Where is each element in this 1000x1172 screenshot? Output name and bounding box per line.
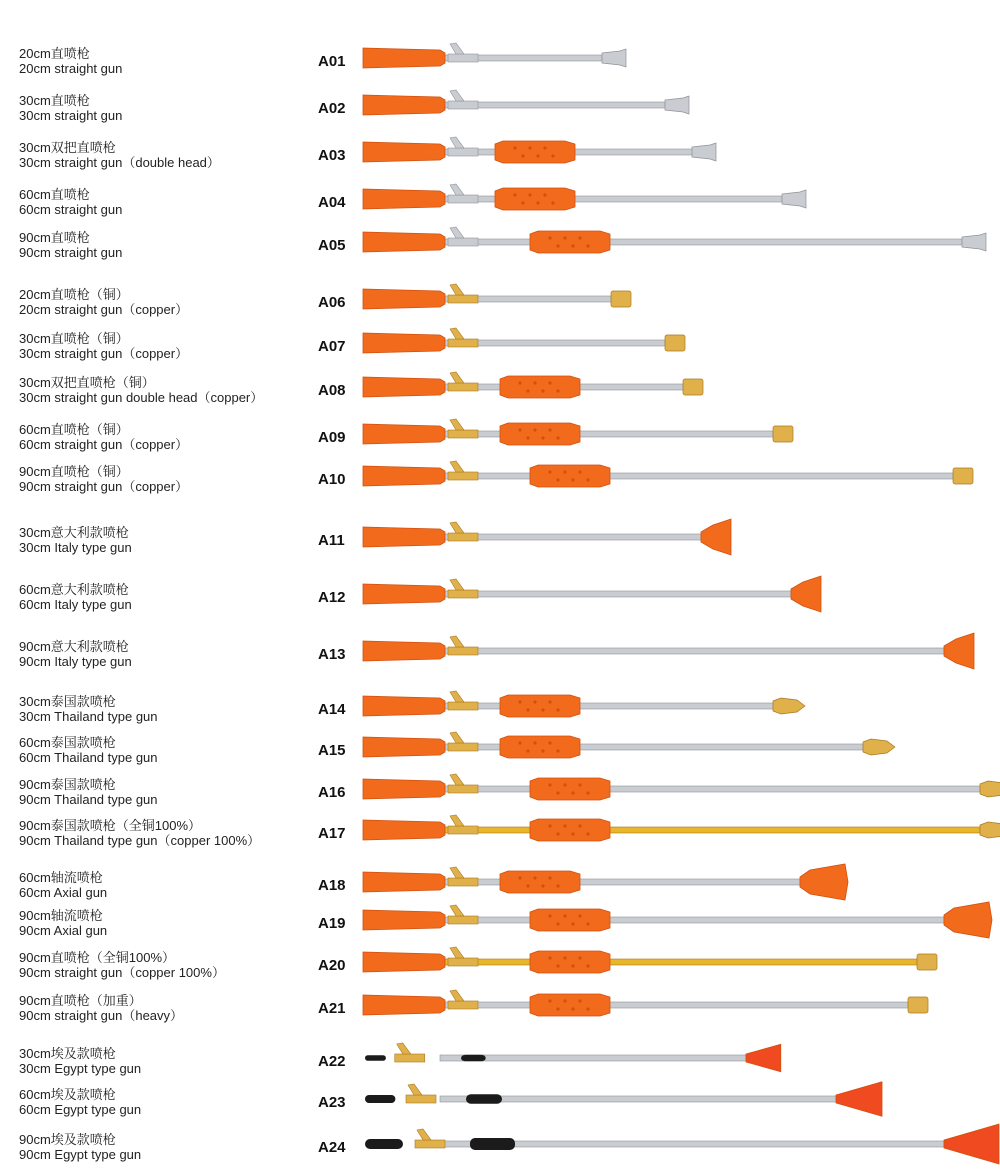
gun-handle xyxy=(495,141,575,163)
product-label xyxy=(19,1087,141,1117)
product-label xyxy=(19,1132,141,1162)
gun-valve xyxy=(448,590,478,598)
product-name-en: 30cm Italy type gun xyxy=(19,540,132,555)
product-row xyxy=(0,1087,1000,1127)
gun-nozzle xyxy=(773,426,793,442)
product-name-cn: 30cm意大利款喷枪 xyxy=(19,525,129,540)
gun-trigger xyxy=(450,947,464,958)
gun-rod xyxy=(440,431,773,437)
gun-rod xyxy=(440,196,782,202)
gun-nozzle xyxy=(782,190,806,208)
product-name-cn: 30cm泰国款喷枪 xyxy=(19,694,116,709)
product-name-en: 90cm Thailand type gun xyxy=(19,792,158,807)
gun-trigger xyxy=(450,867,464,878)
gun-rod xyxy=(440,1141,944,1147)
gun-handle xyxy=(466,1094,502,1104)
gun-handle xyxy=(530,994,610,1016)
gun-handle xyxy=(530,778,610,800)
product-name-en: 90cm Egypt type gun xyxy=(19,1147,142,1162)
gun-handle xyxy=(500,695,580,717)
gun-rod xyxy=(440,786,980,792)
spray-gun-image xyxy=(360,983,980,1027)
product-name-cn: 30cm埃及款喷枪 xyxy=(19,1046,116,1061)
product-name-cn: 60cm直喷枪（铜） xyxy=(19,422,129,437)
product-name-en: 30cm Thailand type gun xyxy=(19,709,158,724)
gun-grip xyxy=(363,584,445,604)
product-name-cn: 60cm埃及款喷枪 xyxy=(19,1087,116,1102)
product-label xyxy=(19,908,107,938)
product-label xyxy=(19,639,132,669)
product-code: A03 xyxy=(318,147,346,164)
gun-nozzle xyxy=(944,902,992,938)
gun-handle xyxy=(470,1138,515,1150)
gun-nozzle xyxy=(917,954,937,970)
gun-trigger xyxy=(450,691,464,702)
product-code: A15 xyxy=(318,742,346,759)
spray-gun-image xyxy=(360,725,980,769)
product-name-cn: 90cm轴流喷枪 xyxy=(19,908,103,923)
product-code: A21 xyxy=(318,1000,346,1017)
gun-nozzle xyxy=(944,633,974,669)
product-name-en: 90cm Italy type gun xyxy=(19,654,132,669)
product-name-cn: 90cm直喷枪（铜） xyxy=(19,464,129,479)
product-code: A09 xyxy=(318,429,346,446)
gun-rod xyxy=(440,1002,908,1008)
gun-rod xyxy=(440,959,917,965)
gun-grip xyxy=(363,289,445,309)
gun-grip xyxy=(363,641,445,661)
gun-trigger xyxy=(450,990,464,1001)
product-code: A24 xyxy=(318,1139,346,1156)
gun-grip xyxy=(363,333,445,353)
gun-valve xyxy=(448,743,478,751)
gun-valve xyxy=(448,958,478,966)
gun-trigger xyxy=(450,328,464,339)
product-code: A19 xyxy=(318,915,346,932)
product-name-cn: 60cm泰国款喷枪 xyxy=(19,735,116,750)
product-name-cn: 20cm直喷枪 xyxy=(19,46,90,61)
product-label xyxy=(19,735,158,765)
product-code: A06 xyxy=(318,294,346,311)
product-label xyxy=(19,331,188,361)
gun-valve xyxy=(448,472,478,480)
product-label xyxy=(19,525,132,555)
gun-valve xyxy=(448,533,478,541)
gun-valve xyxy=(448,383,478,391)
product-name-en: 90cm straight gun xyxy=(19,245,123,260)
product-code: A13 xyxy=(318,646,346,663)
product-label xyxy=(19,818,260,848)
gun-nozzle xyxy=(665,96,689,114)
gun-grip xyxy=(363,95,445,115)
gun-handle xyxy=(500,423,580,445)
product-label xyxy=(19,375,263,405)
product-code: A04 xyxy=(318,194,346,211)
gun-nozzle xyxy=(980,781,1000,797)
gun-trigger xyxy=(450,522,464,533)
spray-gun-image xyxy=(360,940,980,984)
gun-nozzle xyxy=(791,576,821,612)
gun-valve xyxy=(448,785,478,793)
gun-grip xyxy=(363,527,445,547)
gun-valve xyxy=(448,295,478,303)
product-name-cn: 90cm泰国款喷枪（全铜100%） xyxy=(19,818,202,833)
product-code: A20 xyxy=(318,957,346,974)
product-name-en: 60cm Axial gun xyxy=(19,885,108,900)
product-name-cn: 30cm直喷枪（铜） xyxy=(19,331,129,346)
gun-trigger xyxy=(450,90,464,101)
gun-rod xyxy=(440,917,944,923)
product-row xyxy=(0,464,1000,504)
gun-rod xyxy=(440,534,701,540)
gun-trigger xyxy=(450,184,464,195)
spray-gun-image xyxy=(360,412,980,456)
gun-trigger xyxy=(450,732,464,743)
product-name-cn: 90cm直喷枪（加重） xyxy=(19,993,142,1008)
product-row xyxy=(0,93,1000,133)
spray-gun-image xyxy=(360,515,980,559)
product-code: A16 xyxy=(318,784,346,801)
spray-gun-image xyxy=(360,572,980,616)
product-code: A05 xyxy=(318,237,346,254)
gun-handle xyxy=(495,188,575,210)
gun-trigger xyxy=(417,1129,431,1140)
product-name-en: 30cm straight gun（copper） xyxy=(19,346,189,361)
gun-valve xyxy=(406,1095,436,1103)
spray-gun-image xyxy=(360,321,980,365)
gun-handle xyxy=(530,819,610,841)
product-name-cn: 90cm直喷枪（全铜100%） xyxy=(19,950,176,965)
gun-valve xyxy=(448,54,478,62)
product-label xyxy=(19,1046,141,1076)
product-label xyxy=(19,993,183,1023)
gun-valve xyxy=(448,916,478,924)
gun-nozzle xyxy=(944,1124,999,1164)
gun-nozzle xyxy=(953,468,973,484)
product-code: A18 xyxy=(318,877,346,894)
gun-grip xyxy=(363,189,445,209)
product-name-en: 90cm straight gun（copper） xyxy=(19,479,189,494)
product-name-en: 60cm straight gun（copper） xyxy=(19,437,189,452)
product-code: A14 xyxy=(318,701,346,718)
product-row xyxy=(0,140,1000,180)
gun-nozzle xyxy=(692,143,716,161)
product-name-cn: 60cm轴流喷枪 xyxy=(19,870,103,885)
spray-gun-image xyxy=(360,277,980,321)
gun-trigger xyxy=(450,419,464,430)
product-name-en: 20cm straight gun（copper） xyxy=(19,302,189,317)
gun-rod xyxy=(440,703,773,709)
product-name-en: 90cm straight gun（copper 100%） xyxy=(19,965,225,980)
gun-handle xyxy=(500,871,580,893)
product-row xyxy=(0,375,1000,415)
spray-gun-image xyxy=(360,220,980,264)
gun-valve xyxy=(448,1001,478,1009)
spray-gun-image xyxy=(360,808,980,852)
product-code: A02 xyxy=(318,100,346,117)
product-label xyxy=(19,777,158,807)
gun-grip xyxy=(363,779,445,799)
product-code: A01 xyxy=(318,53,346,70)
gun-valve xyxy=(448,430,478,438)
product-label xyxy=(19,93,122,123)
gun-rod xyxy=(440,879,800,885)
product-row xyxy=(0,1132,1000,1172)
spray-gun-image xyxy=(360,629,980,673)
gun-valve xyxy=(448,195,478,203)
spray-gun-image xyxy=(360,36,980,80)
gun-valve xyxy=(395,1054,425,1062)
gun-trigger xyxy=(450,372,464,383)
product-code: A10 xyxy=(318,471,346,488)
spray-gun-image xyxy=(360,1077,980,1121)
product-code: A23 xyxy=(318,1094,346,1111)
gun-valve xyxy=(448,826,478,834)
gun-rod xyxy=(440,473,953,479)
gun-grip xyxy=(363,952,445,972)
product-name-en: 90cm Thailand type gun（copper 100%） xyxy=(19,833,261,848)
gun-trigger xyxy=(450,227,464,238)
gun-nozzle xyxy=(980,822,1000,838)
product-label xyxy=(19,422,188,452)
gun-trigger xyxy=(450,43,464,54)
gun-grip xyxy=(363,232,445,252)
product-row xyxy=(0,46,1000,86)
product-name-en: 90cm straight gun（heavy） xyxy=(19,1008,184,1023)
gun-grip xyxy=(363,142,445,162)
gun-trigger xyxy=(408,1084,422,1095)
product-name-en: 30cm straight gun xyxy=(19,108,123,123)
product-label xyxy=(19,464,188,494)
gun-handle xyxy=(530,465,610,487)
product-code: A08 xyxy=(318,382,346,399)
product-name-cn: 90cm直喷枪 xyxy=(19,230,90,245)
gun-valve xyxy=(448,101,478,109)
product-row xyxy=(0,525,1000,565)
gun-grip xyxy=(365,1055,386,1061)
gun-handle xyxy=(500,376,580,398)
gun-grip xyxy=(363,48,445,68)
gun-handle xyxy=(530,951,610,973)
gun-rod xyxy=(440,591,791,597)
gun-nozzle xyxy=(863,739,895,755)
spray-gun-image xyxy=(360,454,980,498)
product-name-cn: 90cm意大利款喷枪 xyxy=(19,639,129,654)
gun-valve xyxy=(448,148,478,156)
gun-grip xyxy=(363,995,445,1015)
product-row xyxy=(0,993,1000,1033)
product-name-en: 30cm straight gun double head（copper） xyxy=(19,390,264,405)
product-name-cn: 30cm直喷枪 xyxy=(19,93,90,108)
gun-rod xyxy=(440,239,962,245)
gun-grip xyxy=(363,820,445,840)
product-row xyxy=(0,818,1000,858)
product-label xyxy=(19,694,158,724)
product-name-en: 30cm Egypt type gun xyxy=(19,1061,142,1076)
gun-trigger xyxy=(450,636,464,647)
product-code: A17 xyxy=(318,825,346,842)
gun-grip xyxy=(363,377,445,397)
gun-handle xyxy=(500,736,580,758)
gun-nozzle xyxy=(962,233,986,251)
product-name-cn: 30cm双把直喷枪（铜） xyxy=(19,375,155,390)
product-name-en: 60cm Egypt type gun xyxy=(19,1102,142,1117)
gun-grip xyxy=(363,424,445,444)
product-code: A22 xyxy=(318,1053,346,1070)
gun-nozzle xyxy=(602,49,626,67)
product-code: A07 xyxy=(318,338,346,355)
gun-handle xyxy=(461,1055,486,1062)
gun-grip xyxy=(363,696,445,716)
gun-valve xyxy=(448,647,478,655)
product-name-en: 60cm straight gun xyxy=(19,202,123,217)
gun-handle xyxy=(530,231,610,253)
spray-gun-image xyxy=(360,898,980,942)
gun-valve xyxy=(415,1140,445,1148)
gun-trigger xyxy=(450,579,464,590)
gun-handle xyxy=(530,909,610,931)
gun-valve xyxy=(448,238,478,246)
product-label xyxy=(19,582,132,612)
product-label xyxy=(19,950,225,980)
gun-nozzle xyxy=(800,864,848,900)
product-name-en: 90cm Axial gun xyxy=(19,923,108,938)
gun-trigger xyxy=(450,284,464,295)
gun-nozzle xyxy=(665,335,685,351)
product-name-cn: 60cm直喷枪 xyxy=(19,187,90,202)
product-row xyxy=(0,582,1000,622)
product-code: A11 xyxy=(318,532,345,549)
gun-trigger xyxy=(450,905,464,916)
gun-nozzle xyxy=(611,291,631,307)
spray-gun-image xyxy=(360,177,980,221)
product-name-cn: 90cm埃及款喷枪 xyxy=(19,1132,116,1147)
gun-trigger xyxy=(450,774,464,785)
product-name-en: 60cm Thailand type gun xyxy=(19,750,158,765)
spray-gun-image xyxy=(360,1122,980,1166)
spray-gun-image xyxy=(360,767,980,811)
product-row xyxy=(0,639,1000,679)
gun-trigger xyxy=(450,461,464,472)
gun-valve xyxy=(448,339,478,347)
gun-rod xyxy=(440,1055,746,1061)
gun-grip xyxy=(365,1095,395,1103)
product-name-cn: 60cm意大利款喷枪 xyxy=(19,582,129,597)
spray-gun-image xyxy=(360,365,980,409)
gun-trigger xyxy=(397,1043,411,1054)
product-name-en: 30cm straight gun（double head） xyxy=(19,155,220,170)
gun-trigger xyxy=(450,137,464,148)
gun-nozzle xyxy=(836,1082,882,1116)
product-row xyxy=(0,230,1000,270)
gun-trigger xyxy=(450,815,464,826)
gun-grip xyxy=(363,872,445,892)
spray-gun-image xyxy=(360,684,980,728)
gun-grip xyxy=(365,1139,403,1149)
spray-gun-image xyxy=(360,130,980,174)
gun-nozzle xyxy=(746,1044,781,1071)
gun-nozzle xyxy=(773,698,805,714)
gun-nozzle xyxy=(908,997,928,1013)
spray-gun-image xyxy=(360,1036,980,1080)
gun-grip xyxy=(363,737,445,757)
product-label xyxy=(19,230,122,260)
spray-gun-image xyxy=(360,83,980,127)
gun-grip xyxy=(363,466,445,486)
product-code: A12 xyxy=(318,589,346,606)
product-label xyxy=(19,187,122,217)
gun-valve xyxy=(448,702,478,710)
gun-grip xyxy=(363,910,445,930)
product-label xyxy=(19,287,188,317)
product-name-cn: 30cm双把直喷枪 xyxy=(19,140,116,155)
product-label xyxy=(19,46,122,76)
product-name-en: 60cm Italy type gun xyxy=(19,597,132,612)
product-label xyxy=(19,140,220,170)
gun-rod xyxy=(440,827,980,833)
gun-nozzle xyxy=(701,519,731,555)
product-name-cn: 90cm泰国款喷枪 xyxy=(19,777,116,792)
gun-nozzle xyxy=(683,379,703,395)
product-name-cn: 20cm直喷枪（铜） xyxy=(19,287,129,302)
product-label xyxy=(19,870,107,900)
gun-rod xyxy=(440,648,944,654)
product-name-en: 20cm straight gun xyxy=(19,61,123,76)
gun-valve xyxy=(448,878,478,886)
